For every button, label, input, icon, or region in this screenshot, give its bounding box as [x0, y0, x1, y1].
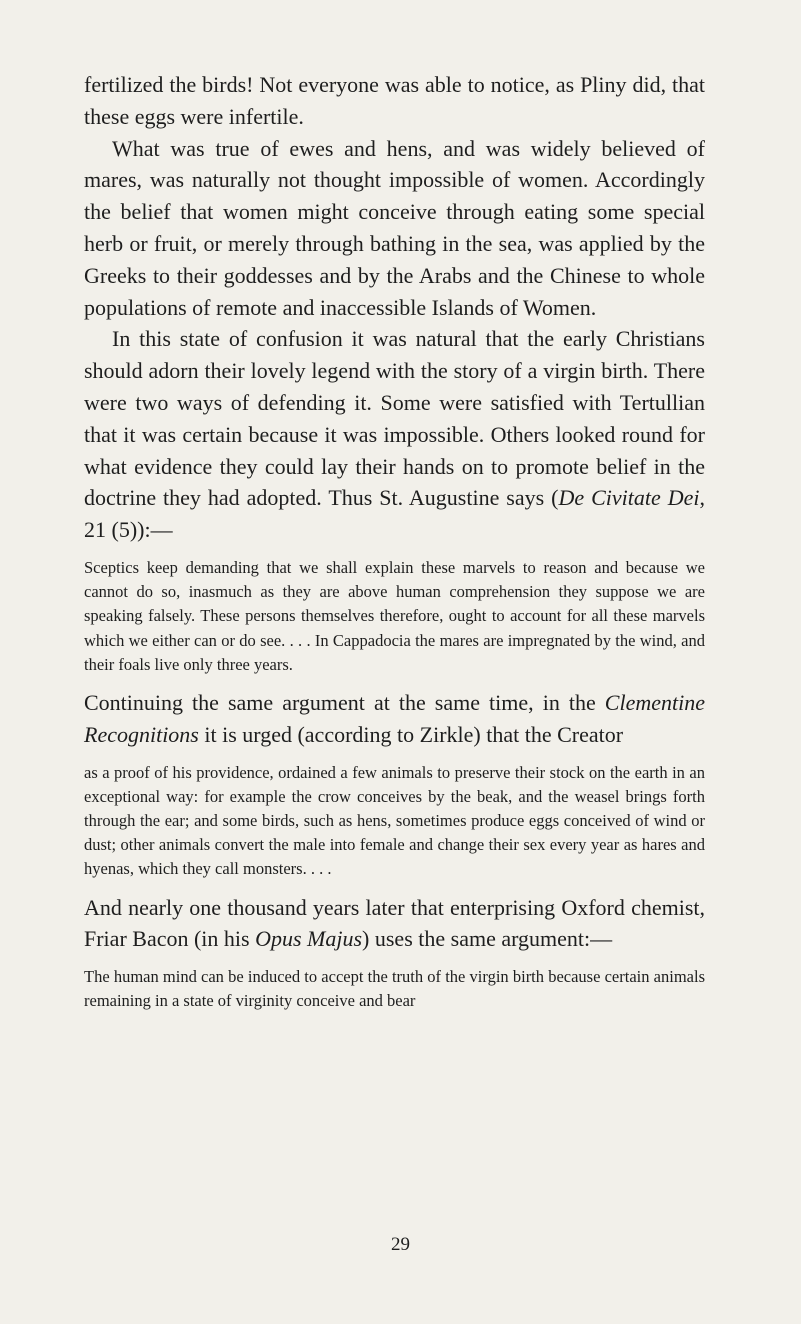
title-de-civitate-dei: De Civitate Dei — [558, 485, 700, 511]
page-number: 29 — [391, 1234, 410, 1255]
paragraph-virgin-birth — [84, 323, 705, 546]
title-opus-majus: Opus Majus — [255, 926, 363, 952]
paragraph-virgin-birth-citation: , 21 (5)):— — [84, 485, 705, 543]
paragraph-clementine-text: Continuing the same argument at the same time, in the — [84, 689, 605, 715]
paragraph-virgin-birth-text: In this state of confusion it was natural that the early Christians should adorn their lovely legend with the story of a virgin birth. There were two ways of defending it. Some were satisfied with Tertullian that it was certain because it was impossible. Others looked round for what evidence they could lay their hands on to promote belief in the doctrine they had adopted. Thus St. Augustine says ( — [84, 326, 705, 511]
paragraph-pliny: fertilized the birds! Not everyone was able to notice, as Pliny did, that these eggs were infertile. — [84, 72, 705, 129]
paragraph-clementine — [84, 687, 705, 751]
quote-clementine: as a proof of his providence, ordained a few animals to preserve their stock on the earth in an exceptional way: for example the crow conceives by the beak, and the weasel brings forth through the ear; and some birds, such as hens, sometimes produce eggs conceived of wind or dust; other animals convert the male into female and change their sex every year as hares and hyenas, which they call monsters. . . . — [84, 762, 705, 879]
paragraph-clementine-tail: it is urged (according to Zirkle) that the Creator — [198, 721, 624, 747]
paragraph-ewes-and-hens: What was true of ewes and hens, and was widely believed of mares, was naturally not thought impossible of women. Accordingly the belief that women might conceive through eating some special herb or fruit, or merely through bathing in the sea, was applied by the Greeks to their goddesses and by the Arabs and the Chinese to whole populations of remote and inaccessible Islands of Women. — [84, 135, 705, 320]
paragraph-friar-bacon-tail: ) uses the same argument:— — [362, 926, 613, 952]
paragraph-friar-bacon — [84, 892, 705, 956]
quote-bacon: The human mind can be induced to accept the truth of the virgin birth because certain animals remaining in a state of virginity conceive and bear — [84, 967, 705, 1011]
paragraph-friar-bacon-text: And nearly one thousand years later that enterprising Oxford chemist, Friar Bacon (in his — [84, 894, 705, 952]
title-clementine-recognitions: Clementine Recognitions — [84, 689, 705, 747]
quote-augustine: Sceptics keep demanding that we shall explain these marvels to reason and because we cannot do so, inasmuch as they are above human comprehension they suppose we are speaking falsely. These persons themselves therefore, ought to account for all these marvels which we either can or do see. . . . In Cappadocia the mares are impregnated by the wind, and their foals live only three years. — [84, 557, 705, 674]
